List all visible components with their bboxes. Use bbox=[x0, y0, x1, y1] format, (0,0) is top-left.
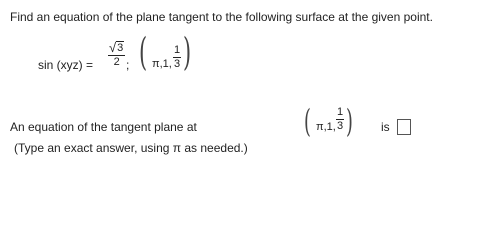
point-third-numerator: 1 bbox=[174, 44, 181, 56]
radical-sign: √ bbox=[109, 40, 117, 55]
answer-prefix: An equation of the tangent plane at bbox=[10, 120, 197, 134]
answer-point-coordinates: π,1, bbox=[316, 121, 336, 133]
fraction-denominator: 2 bbox=[113, 56, 120, 68]
point-right-paren: ) bbox=[183, 30, 192, 74]
point-left-paren: ( bbox=[139, 30, 148, 74]
point-coordinates: π,1, bbox=[152, 58, 172, 70]
equation-separator: ; bbox=[126, 58, 130, 72]
answer-suffix: is bbox=[381, 120, 390, 134]
answer-point-third-denominator: 3 bbox=[337, 120, 344, 132]
answer-point-right-paren: ) bbox=[346, 102, 353, 140]
radicand: 3 bbox=[117, 42, 124, 54]
sqrt-three bbox=[108, 41, 125, 55]
answer-input[interactable] bbox=[397, 119, 411, 135]
answer-point-third-coordinate bbox=[336, 107, 344, 132]
point-third-denominator: 3 bbox=[174, 58, 181, 70]
answer-point-left-paren: ( bbox=[304, 102, 311, 140]
question-prompt: Find an equation of the plane tangent to the following surface at the given point. bbox=[10, 10, 433, 24]
point-third-coordinate bbox=[173, 45, 181, 70]
surface-equation-rhs-fraction bbox=[108, 41, 125, 68]
surface-equation-lhs: sin (xyz) = bbox=[38, 58, 94, 72]
answer-point-third-numerator: 1 bbox=[337, 106, 344, 118]
answer-instructions: (Type an exact answer, using π as needed.) bbox=[14, 141, 248, 155]
